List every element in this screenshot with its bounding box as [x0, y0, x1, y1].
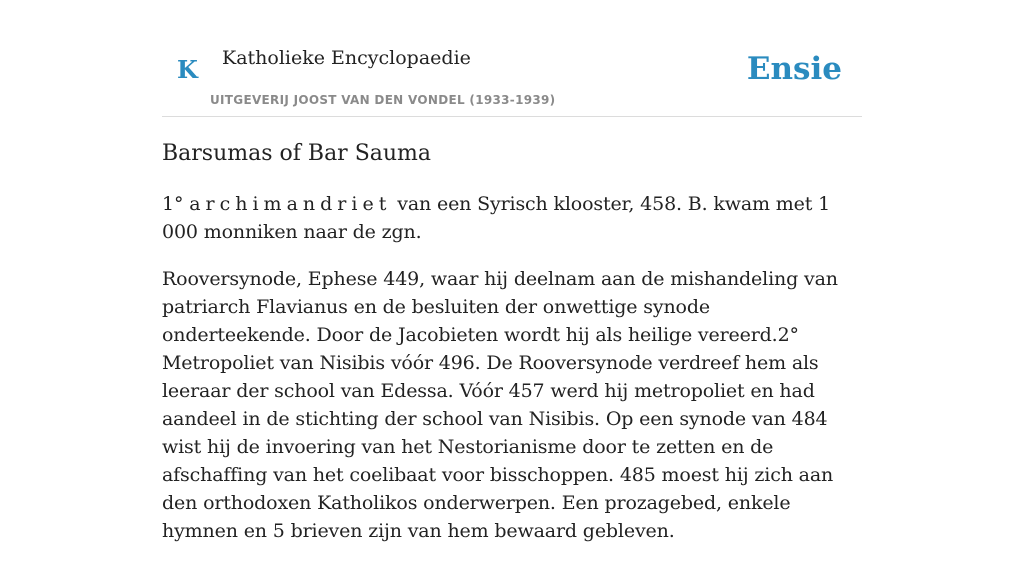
ordinal-prefix: 1°: [162, 193, 184, 215]
ensie-brand-link[interactable]: Ensie: [746, 51, 842, 87]
spaced-term: archimandriet: [189, 193, 392, 215]
article-title: Barsumas of Bar Sauma: [162, 141, 432, 166]
paragraph-1-text: van een Syrisch klooster, 458. B. kwam met 1 000 monniken naar de zgn.: [162, 193, 831, 243]
publisher-subtitle: UITGEVERIJ JOOST VAN DEN VONDEL (1933-1939): [210, 93, 556, 107]
site-header: [162, 0, 862, 117]
article-paragraph-2: Rooversynode, Ephese 449, waar hij deelnam aan de mishandeling van patriarch Flavianus en de besluiten der onwettige synode onderteekende. Door de Jacobieten wordt hij als heilige vereerd.2° Metropoliet van Nisibis vóór 496. De Rooversynode verdreef hem als leeraar der school van Edessa. Vóór 457 werd hij metropoliet en had aandeel in de stichting der school van Nisibis. Op een synode van 484 wist hij de invoering van het Nestorianisme door te zetten en de afschaffing van het coelibaat voor bisschoppen. 485 moest hij zich aan den orthodoxen Katholikos onderwerpen. Een prozagebed, enkele hymnen en 5 brieven zijn van hem bewaard gebleven.: [162, 268, 838, 542]
encyclopedia-title: Katholieke Encyclopaedie: [222, 47, 471, 69]
article-content: [162, 138, 864, 564]
encyclopedia-logo[interactable]: K: [177, 55, 198, 84]
article-paragraph-1: [162, 190, 864, 246]
